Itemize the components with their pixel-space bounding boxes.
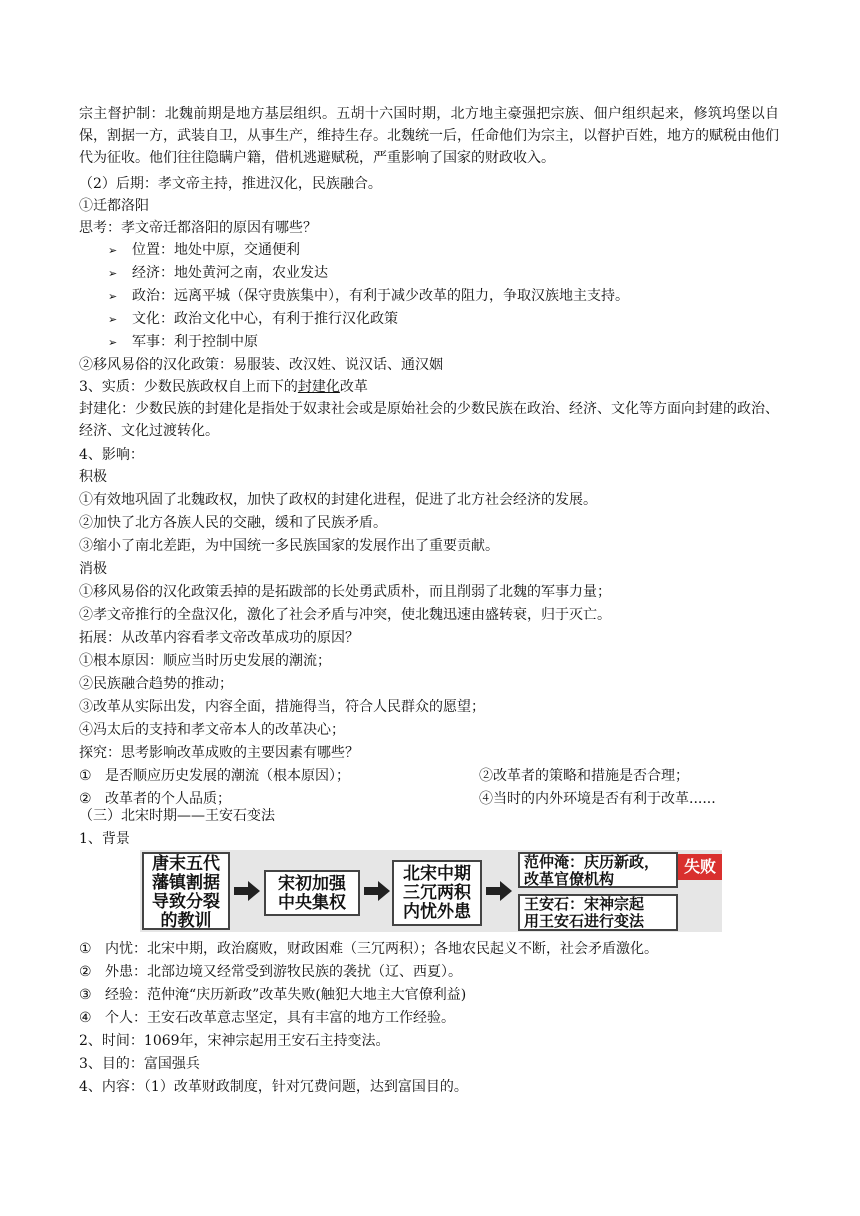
background-item — [79, 961, 462, 983]
flow-box-fan-zhongyan — [518, 852, 678, 888]
reason-item: ③改革从实际出发，内容全面，措施得当，符合人民群众的愿望； — [79, 699, 485, 715]
negative-item: ②孝文帝推行的全盘汉化，激化了社会矛盾与冲突，使北魏迅速由盛转衰，归于灭亡。 — [79, 607, 611, 623]
factor-text: 改革者的个人品质； — [105, 791, 231, 807]
heading-content: 4、内容：（1）改革财政制度，针对冗费问题，达到富国目的。 — [79, 1079, 468, 1095]
flow-box-wang-anshi — [518, 894, 678, 931]
heading-later-period: （2）后期：孝文帝主持，推进汉化，民族融合。 — [79, 176, 382, 192]
flow-box-line: 唐末五代 — [152, 854, 220, 874]
flow-box-late-tang — [142, 852, 230, 930]
question-move-capital: 思考：孝文帝迁都洛阳的原因有哪些？ — [79, 220, 317, 236]
question-success-reasons: 拓展：从改革内容看孝文帝改革成功的原因？ — [79, 630, 359, 646]
arrow-right-icon — [364, 881, 390, 901]
bullet-arrow-icon: ➢ — [108, 313, 118, 326]
flow-box-line: 用王安石进行变法 — [524, 912, 645, 930]
item-text: 外患：北部边境又经常受到游牧民族的袭扰（辽、西夏）。 — [105, 964, 462, 980]
bullet-arrow-icon: ➢ — [108, 267, 118, 280]
bullet-item — [108, 285, 629, 308]
heading-essence — [79, 376, 368, 398]
reason-item: ②民族融合趋势的推动； — [79, 676, 233, 692]
flow-box-line: 导致分裂 — [152, 892, 220, 912]
factor-number: ① — [79, 768, 92, 784]
factor-text: ②改革者的策略和措施是否合理； — [479, 768, 689, 784]
factor-text: ④当时的内外环境是否有利于改革...... — [479, 791, 716, 807]
arrow-right-icon — [486, 881, 512, 901]
bullet-arrow-icon: ➢ — [108, 290, 118, 303]
bullet-text: 位置：地处中原，交通便利 — [132, 242, 300, 258]
item-text: 经验：范仲淹“庆历新政”改革失败(触犯大地主大官僚利益) — [105, 987, 467, 1003]
flow-box-line: 范仲淹：庆历新政， — [524, 853, 660, 871]
bullet-item — [108, 262, 328, 285]
bullet-item — [108, 239, 300, 262]
item-number: ③ — [79, 987, 92, 1003]
flow-box-line: 宋初加强 — [278, 874, 346, 894]
bullet-item — [108, 308, 398, 331]
flow-box-line: 王安石：宋神宗起 — [524, 895, 645, 913]
item-move-capital: ①迁都洛阳 — [79, 198, 149, 214]
flow-box-line: 中央集权 — [278, 893, 346, 913]
section-heading-wang-anshi: （三）北宋时期——王安石变法 — [79, 808, 275, 824]
heading-purpose: 3、目的：富国强兵 — [79, 1056, 200, 1072]
paragraph-feudalization: 封建化：少数民族的封建化是指处于奴隶社会或是原始社会的少数民族在政治、经济、文化等方面向封建的政治、经济、文化过渡转化。 — [79, 401, 779, 439]
essence-text: 3、实质：少数民族政权自上而下的 — [79, 379, 298, 395]
label-positive: 积极 — [79, 469, 107, 485]
essence-text-end: 改革 — [339, 379, 368, 395]
flow-box-line: 内忧外患 — [403, 902, 471, 922]
background-item — [79, 984, 466, 1006]
bullet-text: 政治：远离平城（保守贵族集中），有利于减少改革的阻力，争取汉族地主支持。 — [132, 288, 629, 304]
bullet-text: 经济：地处黄河之南，农业发达 — [132, 265, 328, 281]
reason-item: ④冯太后的支持和孝文帝本人的改革决心； — [79, 722, 345, 738]
background-item — [79, 938, 658, 960]
factor-text: 是否顺应历史发展的潮流（根本原因）； — [105, 768, 350, 784]
item-sinicization-policy: ②移风易俗的汉化政策：易服装、改汉姓、说汉话、通汉姻 — [79, 357, 443, 373]
item-text: 个人：王安石改革意志坚定，具有丰富的地方工作经验。 — [105, 1010, 455, 1026]
arrow-right-icon — [234, 881, 260, 901]
heading-time: 2、时间：1069年，宋神宗起用王安石主持变法。 — [79, 1033, 390, 1049]
bullet-text: 军事：利于控制中原 — [132, 334, 258, 350]
positive-item: ②加快了北方各族人民的交融，缓和了民族矛盾。 — [79, 515, 387, 531]
factor-number: ② — [79, 791, 92, 807]
heading-influence: 4、影响： — [79, 447, 144, 463]
essence-underlined: 封建化 — [297, 379, 340, 395]
item-number: ② — [79, 964, 92, 980]
background-flow-diagram — [140, 850, 722, 932]
flow-box-line: 北宋中期 — [403, 864, 471, 884]
positive-item: ③缩小了南北差距，为中国统一多民族国家的发展作出了重要贡献。 — [79, 538, 499, 554]
background-item — [79, 1007, 455, 1029]
negative-item: ①移风易俗的汉化政策丢掉的是拓跋部的长处勇武质朴，而且削弱了北魏的军事力量； — [79, 584, 611, 600]
flow-box-mid-song — [392, 860, 482, 926]
reason-item: ①根本原因：顺应当时历史发展的潮流； — [79, 653, 331, 669]
positive-item: ①有效地巩固了北魏政权，加快了政权的封建化进程，促进了北方社会经济的发展。 — [79, 492, 597, 508]
label-negative: 消极 — [79, 561, 107, 577]
bullet-item — [108, 331, 258, 354]
fail-badge: 失败 — [678, 854, 722, 880]
bullet-arrow-icon: ➢ — [108, 244, 118, 257]
paragraph-zongzhu: 宗主督护制：北魏前期是地方基层组织。五胡十六国时期，北方地主豪强把宗族、佃户组织起来，修筑坞堡以自保，割据一方，武装自卫，从事生产，维持生存。北魏统一后，任命他们为宗主，以督护百姓，地方的赋税由他们代为征收。他们往往隐瞒户籍，借机逃避赋税，严重影响了国家的财政收入。 — [79, 106, 779, 166]
bullet-arrow-icon: ➢ — [108, 336, 118, 349]
flow-box-line: 三冗两积 — [403, 883, 471, 903]
factor-row — [79, 765, 779, 787]
item-text: 内忧：北宋中期，政治腐败，财政困难（三冗两积）；各地农民起义不断，社会矛盾激化。 — [105, 941, 658, 957]
bullet-text: 文化：政治文化中心，有利于推行汉化政策 — [132, 311, 398, 327]
heading-background: 1、背景 — [79, 831, 130, 847]
item-number: ① — [79, 941, 92, 957]
question-factors: 探究：思考影响改革成败的主要因素有哪些？ — [79, 745, 359, 761]
flow-box-early-song — [264, 870, 360, 916]
flow-box-line: 改革官僚机构 — [524, 870, 615, 888]
item-number: ④ — [79, 1010, 92, 1026]
flow-box-line: 的教训 — [160, 911, 212, 931]
flow-box-line: 藩镇割据 — [152, 873, 220, 893]
